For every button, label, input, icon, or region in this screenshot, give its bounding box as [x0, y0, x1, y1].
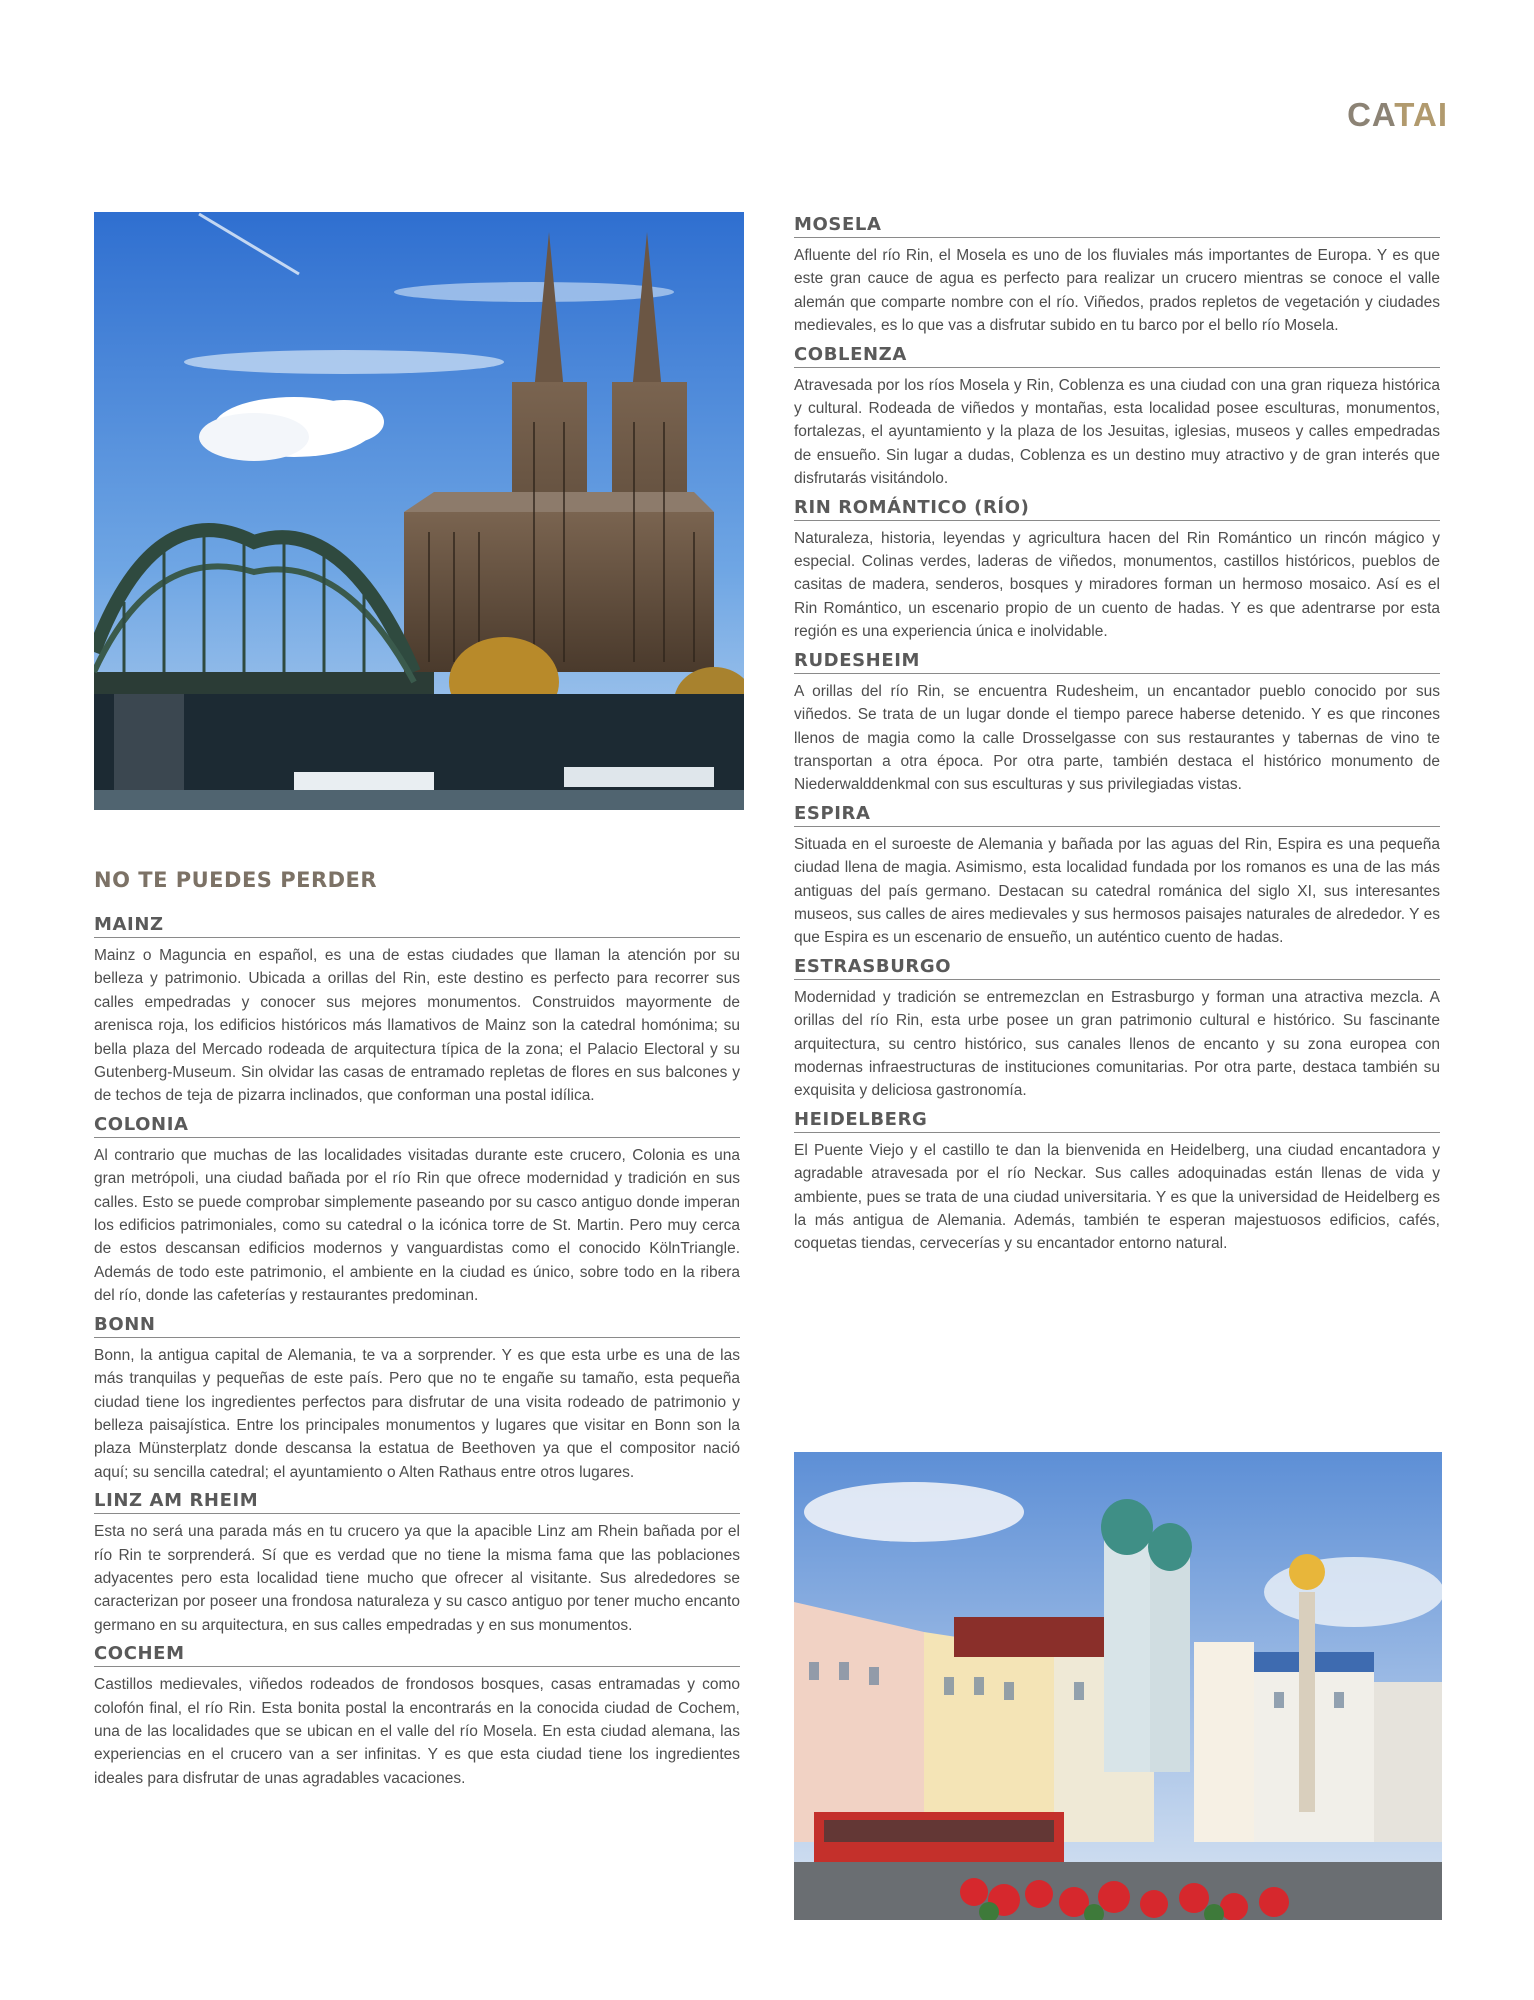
- section-text: Modernidad y tradición se entremezclan en Estrasburgo y forman una atractiva mezcla. A orillas del río Rin, esta urbe posee un gran patrimonio cultural e histórico. Su fascinante arquitectura, su centro histórico, sus canales llenos de encanto y su zona europea con modernas infraestructuras de instituciones comunitarias. Por otra parte, destaca también su exquisita y deliciosa gastronomía.: [794, 988, 1440, 1100]
- section-title: COBLENZA: [794, 344, 1440, 368]
- section-title: MAINZ: [94, 914, 740, 938]
- section-title: COLONIA: [94, 1114, 740, 1138]
- section-estrasburgo: [794, 956, 1440, 1103]
- section-text: Atravesada por los ríos Mosela y Rin, Coblenza es una ciudad con una gran riqueza histórica y cultural. Rodeada de viñedos y montañas, esta localidad posee esculturas, monumentos, fortalezas, el ayuntamiento y la plaza de los Jesuitas, iglesias, museos y calles empedradas de ensueño. Sin lugar a dudas, Coblenza es un destino muy atractivo y de gran interés que disfrutarás visitándolo.: [794, 376, 1440, 488]
- main-heading: NO TE PUEDES PERDER: [94, 868, 378, 892]
- section-title: ESPIRA: [794, 803, 1440, 827]
- section-title: HEIDELBERG: [794, 1109, 1440, 1133]
- cologne-cathedral-photo: [94, 212, 744, 810]
- section-title: BONN: [94, 1314, 740, 1338]
- section-espira: [794, 803, 1440, 950]
- section-colonia: [94, 1114, 740, 1308]
- section-text: Mainz o Maguncia en español, es una de estas ciudades que llaman la atención por su belleza y patrimonio. Ubicada a orillas del Rin, este destino es perfecto para recorrer sus calles empedradas y conocer sus mejores monumentos. Construidos mayormente de arenisca roja, los edificios históricos más llamativos de Mainz son la catedral homónima; su bella plaza del Mercado rodeada de arquitectura típica de la zona; el Palacio Electoral y su Gutenberg-Museum. Sin olvidar las casas de entramado repletas de flores en sus balcones y de techos de teja de pizarra inclinados, que conforman una postal idílica.: [94, 947, 740, 1105]
- section-text: Naturaleza, historia, leyendas y agricultura hacen del Rin Romántico un rincón mágico y especial. Colinas verdes, laderas de viñedos, monumentos, castillos históricos, pueblos de casitas de madera, senderos, bosques y miradores forman un hermoso mosaico. Así es el Rin Romántico, un escenario propio de un cuento de hadas. Y es que adentrarse por esta región es una experiencia única e inolvidable.: [794, 529, 1440, 641]
- section-text: A orillas del río Rin, se encuentra Rudesheim, un encantador pueblo conocido por sus viñedos. Se trata de un lugar donde el tiempo parece haberse detenido. Y es que rincones llenos de magia como la calle Drosselgasse con sus restaurantes y tabernas de vino te transportan a otra época. Por otra parte, también destaca el histórico monumento de Niederwalddenkmal con sus esculturas y sus privilegiadas vistas.: [794, 682, 1440, 794]
- section-title: ESTRASBURGO: [794, 956, 1440, 980]
- section-mainz: [94, 914, 740, 1108]
- section-title: MOSELA: [794, 214, 1440, 238]
- catai-logo: CATAI: [1347, 96, 1448, 133]
- section-text: Bonn, la antigua capital de Alemania, te va a sorprender. Y es que esta urbe es una de las más tranquilas y pequeñas de este país. Pero que no te engañe su tamaño, esta pequeña ciudad tiene los ingredientes perfectos para disfrutar de una visita rodeado de patrimonio y belleza paisajística. Entre los principales monumentos y lugares que visitar en Bonn son la plaza Münsterplatz donde descansa la estatua de Beethoven ya que el compositor nació aquí; su sencilla catedral; el ayuntamiento o Alten Rathaus entre otros lugares.: [94, 1346, 740, 1481]
- right-column: [794, 214, 1440, 1262]
- section-text: Afluente del río Rin, el Mosela es uno de los fluviales más importantes de Europa. Y es que este gran cauce de agua es perfecto para realizar un crucero mientras se conoce el valle alemán que comparte nombre con el río. Viñedos, prados repletos de vegetación y ciudades medievales, es lo que vas a disfrutar subido en tu barco por el bello río Mosela.: [794, 247, 1440, 335]
- section-text: Al contrario que muchas de las localidades visitadas durante este crucero, Colonia es una gran metrópoli, una ciudad bañada por el río Rin que ofrece modernidad y tradición en sus calles. Esto se puede comprobar simplemente paseando por su casco antiguo donde imperan los edificios patrimoniales, como su catedral o la icónica torre de St. Martin. Pero muy cerca de estos descansan edificios modernos y vanguardistas como el conocido KölnTriangle. Además de todo este patrimonio, el ambiente en la ciudad es único, sobre todo en la ribera del río, donde las cafeterías y restaurantes predominan.: [94, 1146, 740, 1305]
- section-mosela: [794, 214, 1440, 338]
- section-coblenza: [794, 344, 1440, 491]
- section-title: COCHEM: [94, 1643, 740, 1667]
- section-linz: [94, 1490, 740, 1637]
- section-text: Situada en el suroeste de Alemania y bañada por las aguas del Rin, Espira es una pequeña ciudad llena de magia. Asimismo, esta localidad fundada por los romanos es una de las más antiguas del país germano. Destacan su catedral románica del siglo XI, sus interesantes museos, sus calles de aires medievales y sus hermosos paisajes naturales de alrededor. Y es que Espira es un escenario de ensueño, un auténtico cuento de hadas.: [794, 835, 1440, 947]
- section-text: Castillos medievales, viñedos rodeados de frondosos bosques, casas entramadas y como colofón final, el río Rin. Esta bonita postal la encontrarás en la conocida ciudad de Cochem, una de las localidades que se ubican en el valle del río Mosela. En esta ciudad alemana, las experiencias en el crucero van a ser infinitas. Y es que esta ciudad tiene los ingredientes ideales para disfrutar de unas agradables vacaciones.: [94, 1676, 740, 1787]
- section-text: El Puente Viejo y el castillo te dan la bienvenida en Heidelberg, una ciudad encantadora y agradable atravesada por el río Neckar. Sus calles adoquinadas están llenas de vida y ambiente, pues se trata de una ciudad universitaria. Y es que la universidad de Heidelberg es la más antigua de Alemania. Además, también te esperan majestuosos edificios, cafés, coquetas tiendas, cervecerías y su encantador entorno natural.: [794, 1141, 1440, 1253]
- section-cochem: [94, 1643, 740, 1790]
- section-bonn: [94, 1314, 740, 1484]
- section-title: RUDESHEIM: [794, 650, 1440, 674]
- section-text: Esta no será una parada más en tu crucero ya que la apacible Linz am Rhein bañada por el río Rin te sorprenderá. Sí que es verdad que no tiene la misma fama que las poblaciones adyacentes pero esta localidad tiene mucho que ofrecer al visitante. Sus alrededores se caracterizan por poseer una frondosa naturaleza y su casco antiguo por tener mucho encanto germano en su arquitectura, en sus calles empedradas y en sus monumentos.: [94, 1523, 740, 1634]
- section-heidelberg: [794, 1109, 1440, 1256]
- section-title: RIN ROMÁNTICO (RÍO): [794, 497, 1440, 521]
- section-rudesheim: [794, 650, 1440, 797]
- linz-plaza-photo: [794, 1452, 1442, 1920]
- left-column: [94, 868, 740, 1796]
- section-rin-romantico: [794, 497, 1440, 644]
- section-title: LINZ AM RHEIM: [94, 1490, 740, 1514]
